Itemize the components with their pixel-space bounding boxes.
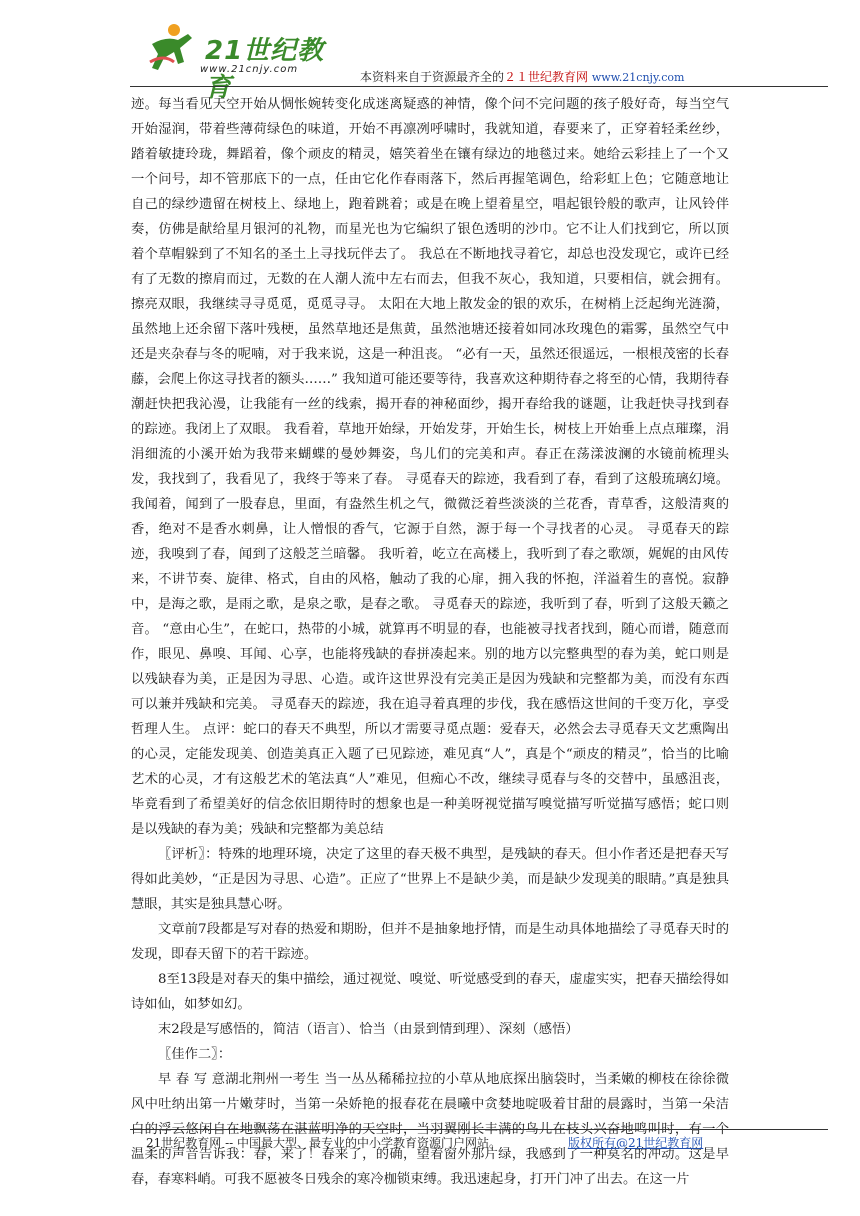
page-header	[0, 0, 860, 103]
paragraph-analysis-1: 文章前7段都是写对春的热爱和期盼，但并不是抽象地抒情，而是生动具体地描绘了寻觅春天时的发现，即春天留下的若干踪迹。	[131, 922, 729, 962]
paragraph-review: 〖评析〗：特殊的地理环境，决定了这里的春天极不典型，是残缺的春天。但小作者还是把春天写得如此美妙，“正是因为寻思、心造”。正应了“世界上不是缺少美，而是缺少发现美的眼睛。”真是独具慧眼，其实是独具慧心呀。	[131, 847, 729, 912]
header-note-prefix: 本资料来自于资源最齐全的	[360, 70, 505, 84]
paragraph-essay-2: 早 春 写 意湖北荆州一考生 当一丛丛稀稀拉拉的小草从地底探出脑袋时，当柔嫩的柳枝在徐徐微风中吐纳出第一片嫩芽时，当第一朵娇艳的报春花在晨曦中贪婪地啶吸着甘甜的晨露时，当第一朵洁白的浮云悠闲自在地飘荡在湛蓝明净的天空时，当羽翼刚长丰满的鸟儿在枝头兴奋地鸣叫时，有一个温柔的声音告诉我：春，来了！春来了，的确，望着窗外那片绿，我感到了一种莫名的冲动。这是早春，春寒料峭。可我不愿被冬日残余的寒冷枷锁束缚。我迅速起身，打开门冲了出去。在这一片	[131, 1072, 729, 1187]
logo-text: 21世纪教育	[205, 36, 325, 103]
section-heading-essay-2: 〖佳作二〗：	[158, 1047, 232, 1062]
paragraph-analysis-2: 8至13段是对春天的集中描绘，通过视觉、嗅觉、听觉感受到的春天，虚虚实实，把春天描绘得如诗如仙，如梦如幻。	[131, 972, 729, 1012]
logo-url: www.21cnjy.com	[200, 64, 299, 75]
document-body	[131, 92, 729, 1192]
header-site-link[interactable]: ２１世纪教育网	[504, 70, 589, 84]
footer-text: 21世纪教育网 -- 中国最大型、最专业的中小学教育资源门户网站。	[146, 1136, 502, 1150]
header-divider	[130, 86, 828, 87]
paragraph-essay: 迹。每当看见天空开始从惆怅婉转变化成迷离疑惑的神情，像个问不完问题的孩子般好奇，每当空气开始湿润，带着些薄荷绿色的味道，开始不再凛冽呼啸时，我就知道，春要来了，正穿着轻柔丝纱，踏着敏捷玲珑，舞蹈着，像个顽皮的精灵，嬉笑着坐在镶有绿边的地毯过来。她给云彩挂上了一个又一个问号，却不管那底下的一点，任由它化作春雨落下，然后再握笔调色，给彩虹上色；它随意地让自己的绿纱遗留在树枝上、绿地上，跑着跳着；或是在晚上望着星空，唱起银铃般的歌声，让风铃伴奏，仿佛是献给星月银河的礼物，而星光也为它编织了银色透明的沙巾。它不让人们找到它，所以顶着个草帽躲到了不知名的圣土上寻找玩伴去了。 我总在不断地找寻着它，却总也没发现它，或许已经有了无数的擦肩而过，无数的在人潮人流中左右而去，但我不灰心，我知道，只要相信，就会拥有。擦亮双眼，我继续寻寻觅觅，觅觅寻寻。 太阳在大地上散发金的银的欢乐，在树梢上泛起绚光涟漪，虽然地上还余留下落叶残梗，虽然草地还是焦黄，虽然池塘还接着如同冰玫瑰色的霜雾，虽然空气中还是夹杂春与冬的呢喃，对于我来说，这是一种沮丧。 “必有一天，虽然还很遥远，一根根茂密的长春藤，会爬上你这寻找者的额头……” 我知道可能还要等待，我喜欢这种期待春之将至的心情，我期待春潮赶快把我沁漫，让我能有一丝的线索，揭开春的神秘面纱，揭开春给我的谜题，让我赶快寻找到春的踪迹。我闭上了双眼。 我看着，草地开始绿，开始发芽，开始生长，树枝上开始垂上点点璀璨，涓涓细流的小溪开始为我带来蝴蝶的曼妙舞姿，鸟儿们的完美和声。春正在荡漾波澜的水镜前梳理头发，我找到了，我看见了，我终于等来了春。 寻觅春天的踪迹，我看到了春，看到了这般琉璃幻境。 我闻着，闻到了一股春息，里面，有盎然生机之气，微微泛着些淡淡的兰花香，青草香，这般清爽的香，绝对不是香水刺鼻，让人憎恨的香气，它源于自然，源于每一个寻找者的心灵。 寻觅春天的踪迹，我嗅到了春，闻到了这般芝兰暗馨。 我听着，屹立在高楼上，我听到了春之歌颂，娓娓的由风传来，不讲节奏、旋律、格式，自由的风格，触动了我的心扉，拥入我的怀抱，洋溢着生的喜悦。寂静中，是海之歌，是雨之歌，是泉之歌，是春之歌。 寻觅春天的踪迹，我听到了春，听到了这般天籁之音。 “意由心生”，在蛇口，热带的小城，就算再不明显的春，也能被寻找者找到，随心而谱，随意而作，眼见、鼻嗅、耳闻、心享，也能将残缺的春拼凑起来。别的地方以完整典型的春为美，蛇口则是以残缺春为美，正是因为寻思、心造。或许这世界没有完美正是因为残缺和完整都为美，而没有东西可以兼并残缺和完美。 寻觅春天的踪迹，我在追寻着真理的步伐，我在感悟这世间的千变万化，享受哲理人生。 点评：蛇口的春天不典型，所以才需要寻觅点题：爱春天，必然会去寻觅春天文艺熏陶出的心灵，定能发现美、创造美真正入题了已见踪迹，难见真“人”，真是个“顽皮的精灵”，恰当的比喻艺术的心灵，才有这般艺术的笔法真“人”难见，但痴心不改，继续寻觅春与冬的交替中，虽感沮丧，毕竟看到了希望美好的信念依旧期待时的想象也是一种美呀视觉描写嗅觉描写听觉描写感悟；蛇口则是以残缺的春为美；残缺和完整都为美总结	[131, 97, 729, 837]
copyright-link[interactable]: 版权所有@21世纪教育网	[568, 1136, 704, 1150]
runner-logo-icon	[144, 18, 204, 78]
site-logo[interactable]	[150, 22, 350, 103]
paragraph-analysis-3: 末2段是写感悟的，简洁（语言）、恰当（由景到情到理）、深刻（感悟）	[158, 1022, 579, 1037]
footer-divider	[130, 1129, 828, 1130]
header-url-link[interactable]: www.21cnjy.com	[591, 71, 685, 84]
header-note	[360, 68, 684, 85]
